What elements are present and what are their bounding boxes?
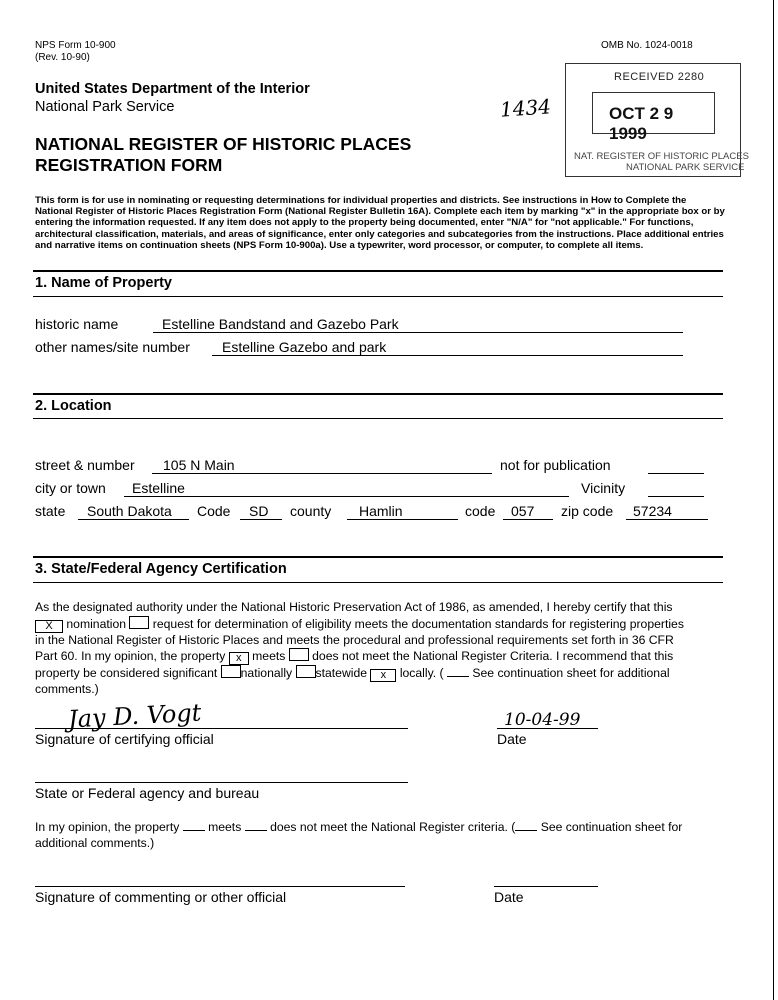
opinion-line2: additional comments.): [35, 835, 155, 850]
certifying-signature: Jay D. Vogt: [67, 698, 203, 734]
does-not-meet-text: does not meet the National Register Criteria. I recommend that this: [312, 649, 674, 663]
stamp-date: OCT 2 9 1999: [609, 104, 674, 143]
statewide-checkbox[interactable]: [296, 665, 316, 678]
state-code-label: Code: [197, 503, 231, 519]
locally-label: locally. (: [399, 666, 444, 680]
cert-line3: in the National Register of Historic Places and meets the procedural and professional requirements set forth in 36 CFR: [35, 632, 674, 647]
cert-line6: comments.): [35, 682, 99, 696]
request-checkbox[interactable]: [129, 616, 149, 629]
nomination-label: nomination: [66, 616, 127, 631]
not-for-publication-label: not for publication: [500, 457, 611, 473]
zip-value: 57234: [633, 503, 672, 519]
section1-bottom-rule: [33, 296, 723, 297]
street-field[interactable]: [152, 473, 492, 474]
stamp-date-box: [592, 92, 715, 143]
county-code-field[interactable]: [503, 519, 553, 520]
cert-line5: [35, 665, 725, 682]
certifying-date-label: Date: [497, 731, 527, 747]
state-label: state: [35, 503, 66, 519]
certification-paragraph: [35, 600, 725, 698]
handwritten-reference-number: 1434: [499, 94, 552, 122]
statewide-label: statewide: [315, 666, 368, 680]
commenting-signature-line[interactable]: [35, 886, 405, 887]
opinion-start: In my opinion, the property: [35, 820, 180, 834]
cert-line1: As the designated authority under the National Historic Preservation Act of 1986, as amended, I hereby certify that this: [35, 600, 673, 614]
zip-label: zip code: [561, 503, 614, 519]
other-names-field[interactable]: [212, 355, 683, 356]
street-value: 105 N Main: [163, 457, 235, 473]
street-label: street & number: [35, 457, 135, 473]
cert-line2: [35, 616, 725, 633]
form-revision: (Rev. 10-90): [35, 52, 90, 63]
cert-line5-start: property be considered significant: [35, 666, 218, 680]
meets-label: meets: [252, 649, 286, 663]
section2-bottom-rule: [33, 418, 723, 419]
section3-bottom-rule: [33, 582, 723, 583]
state-code-field[interactable]: [240, 519, 282, 520]
nomination-checkbox[interactable]: X: [35, 620, 63, 633]
cert-line4-start: Part 60. In my opinion, the property: [35, 649, 226, 663]
section3-top-rule: [33, 556, 723, 558]
historic-name-value: Estelline Bandstand and Gazebo Park: [162, 316, 399, 332]
form-title-line1: NATIONAL REGISTER OF HISTORIC PLACES: [35, 134, 412, 154]
opinion-continuation-blank[interactable]: [515, 820, 537, 831]
commenting-date-label: Date: [494, 889, 524, 905]
section1-heading: 1. Name of Property: [35, 275, 172, 291]
opinion-meets-blank[interactable]: [183, 820, 205, 831]
continuation-text: See continuation sheet for additional: [472, 666, 670, 680]
opinion-line1: [35, 820, 725, 836]
department-name: United States Department of the Interior: [35, 81, 310, 97]
omb-number: OMB No. 1024-0018: [601, 40, 693, 51]
not-for-publication-field[interactable]: [648, 473, 704, 474]
other-names-value: Estelline Gazebo and park: [222, 339, 387, 355]
vicinity-label: Vicinity: [581, 480, 626, 496]
state-code-value: SD: [249, 503, 269, 519]
received-stamp: [565, 63, 749, 177]
cert-line4: [35, 648, 725, 665]
vicinity-field[interactable]: [648, 496, 704, 497]
opinion-continuation-text: See continuation sheet for: [540, 820, 683, 834]
city-label: city or town: [35, 480, 106, 496]
city-field[interactable]: [124, 496, 569, 497]
agency-line[interactable]: [35, 782, 408, 783]
section3-heading: 3. State/Federal Agency Certification: [35, 561, 287, 577]
county-field[interactable]: [347, 519, 458, 520]
county-value: Hamlin: [359, 503, 403, 519]
county-code-value: 057: [511, 503, 535, 519]
zip-field[interactable]: [626, 519, 708, 520]
state-value: South Dakota: [87, 503, 172, 519]
form-title-line2: REGISTRATION FORM: [35, 155, 223, 175]
nationally-label: nationally: [240, 666, 293, 680]
stamp-footer-line2: NATIONAL PARK SERVICE: [626, 162, 745, 173]
historic-name-label: historic name: [35, 316, 119, 332]
agency-label: State or Federal agency and bureau: [35, 785, 260, 801]
county-label: county: [290, 503, 332, 519]
commenting-signature-label: Signature of commenting or other official: [35, 889, 287, 905]
locally-checkbox[interactable]: x: [370, 669, 396, 682]
form-instructions: This form is for use in nominating or requesting determinations for individual properties and districts. See instructions in How to Complete the National Register of Historic Places Registration Form (National Register Bulletin 16A). Complete each item by marking "x" in the appropriate box or by entering the information requested. If any item does not apply to the property being documented, enter "N/A" for "not applicable." For functions, architectural classification, materials, and areas of significance, enter only categories and subcategories from the instructions. Place additional entries and narrative items on continuation sheets (NPS Form 10-900a). Use a typewriter, word processor, or computer, to complete all items.: [35, 195, 725, 251]
opinion-meets-label: meets: [208, 820, 242, 834]
certifying-signature-line[interactable]: [35, 728, 408, 729]
certifying-signature-label: Signature of certifying official: [35, 731, 214, 747]
stamp-footer-line1: NAT. REGISTER OF HISTORIC PLACES: [574, 151, 749, 162]
certifying-date-line[interactable]: [497, 728, 598, 729]
commenting-date-line[interactable]: [494, 886, 598, 887]
opinion-not-meet-blank[interactable]: [245, 820, 267, 831]
form-number: NPS Form 10-900: [35, 40, 116, 51]
county-code-label: code: [465, 503, 496, 519]
does-not-meet-checkbox[interactable]: [289, 648, 309, 661]
historic-name-field[interactable]: [153, 332, 683, 333]
other-names-label: other names/site number: [35, 339, 190, 355]
service-name: National Park Service: [35, 99, 175, 115]
section1-top-rule: [33, 270, 723, 272]
request-text: request for determination of eligibility meets the documentation standards for registering properties: [152, 616, 684, 631]
meets-checkbox[interactable]: x: [229, 652, 249, 665]
state-field[interactable]: [78, 519, 189, 520]
commenting-paragraph: [35, 820, 725, 851]
certifying-date: 10-04-99: [504, 710, 581, 730]
section2-heading: 2. Location: [35, 398, 112, 414]
page-edge: [773, 0, 774, 1000]
nationally-checkbox[interactable]: [221, 665, 241, 678]
stamp-received-text: RECEIVED 2280: [614, 71, 705, 83]
section2-top-rule: [33, 393, 723, 395]
continuation-blank[interactable]: [447, 666, 469, 677]
opinion-not-meet-text: does not meet the National Register criteria. (: [270, 820, 516, 834]
city-value: Estelline: [132, 480, 185, 496]
